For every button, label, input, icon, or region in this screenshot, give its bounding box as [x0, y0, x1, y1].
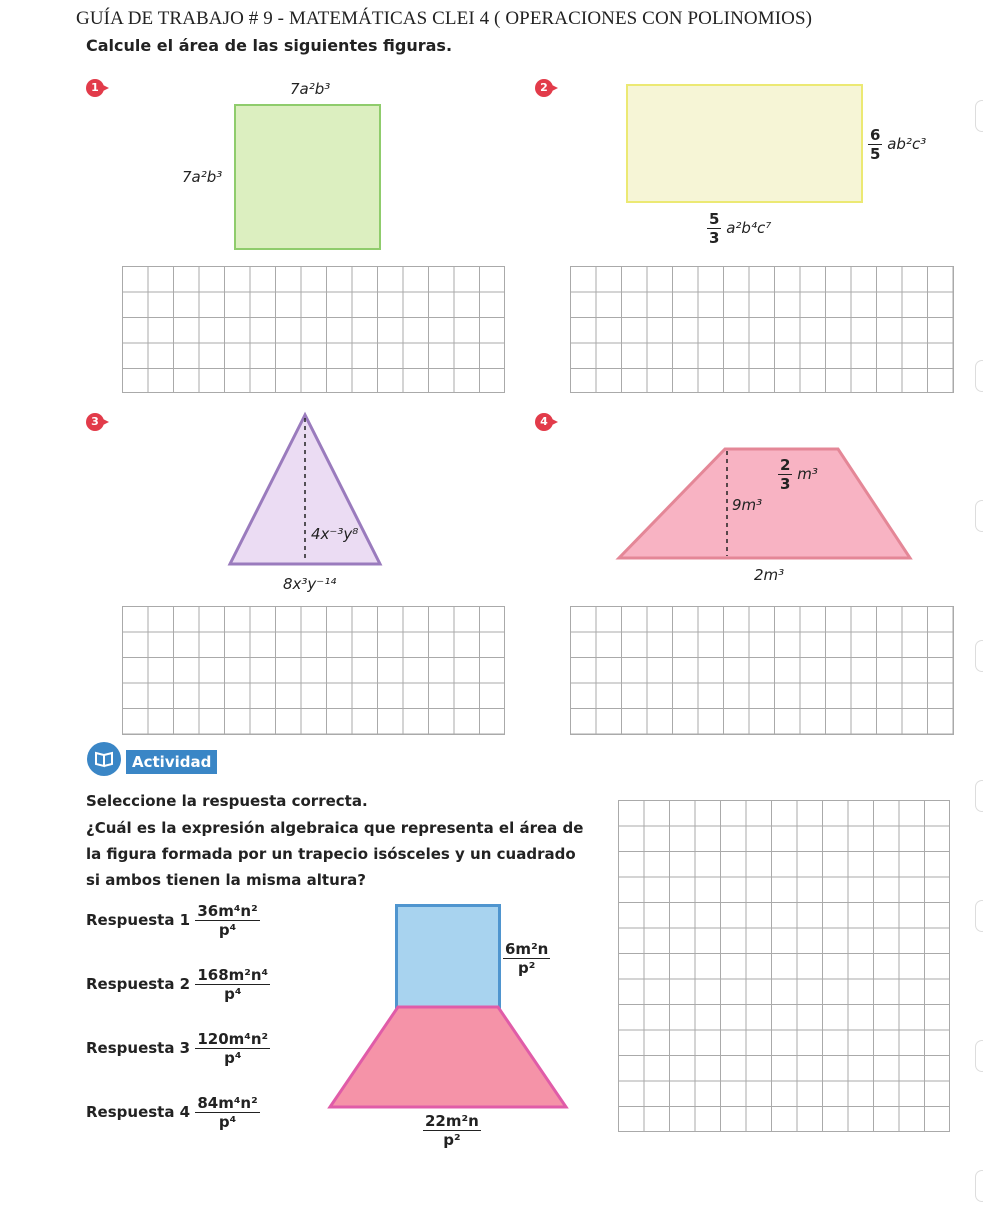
- figure-2-bottom-label: $\frac{5}{3}$ a²b⁴c⁷: [709, 210, 772, 247]
- figure-4-trapezoid: [615, 446, 915, 562]
- figure-4-base-label: 2m³: [754, 566, 785, 584]
- answer-option-3[interactable]: Respuesta 3 $\frac{\text{120m⁴n²}}{\text{p⁴}}$: [86, 1030, 269, 1067]
- page-edge-mark: [975, 100, 983, 132]
- composite-trapezoid: [326, 1004, 570, 1110]
- composite-base-label: $\frac{\text{22m²n}}{\text{p²}}$: [425, 1112, 479, 1149]
- page-edge-mark: [975, 1170, 983, 1202]
- figure-2-side-label: $\frac{6}{5}$ ab²c³: [870, 126, 927, 163]
- book-icon: [87, 742, 121, 776]
- figure-1-badge: 1: [86, 79, 104, 97]
- figure-2-rectangle: [626, 84, 863, 203]
- activity-question: ¿Cuál es la expresión algebraica que representa el área de la figura formada por un trapecio isósceles y un cuadrado si ambos tienen la misma altura?: [86, 819, 584, 889]
- page-edge-mark: [975, 640, 983, 672]
- figure-1-square: [234, 104, 381, 250]
- figure-4-height-label: 9m³: [732, 496, 763, 514]
- page-edge-mark: [975, 1040, 983, 1072]
- page-edge-mark: [975, 500, 983, 532]
- work-grid-5: [618, 800, 950, 1132]
- figure-3-triangle: [225, 410, 390, 570]
- figure-1-top-label: 7a²b³: [290, 80, 331, 98]
- instructions: Calcule el área de las siguientes figuras.: [86, 36, 453, 55]
- work-grid-3: [122, 606, 505, 735]
- figure-4-top-label: $\frac{2}{3}$ m³: [780, 456, 818, 493]
- figure-3-height-label: 4x⁻³y⁸: [311, 525, 359, 543]
- figure-2-badge: 2: [535, 79, 553, 97]
- composite-square: [395, 904, 501, 1010]
- work-grid-4: [570, 606, 954, 735]
- page-edge-mark: [975, 780, 983, 812]
- answer-option-4[interactable]: Respuesta 4 $\frac{\text{84m⁴n²}}{\text{p⁴}}$: [86, 1094, 258, 1131]
- activity-instruction: Seleccione la respuesta correcta.: [86, 792, 368, 810]
- page-edge-mark: [975, 900, 983, 932]
- activity-label: Actividad: [126, 750, 217, 774]
- figure-4-badge: 4: [535, 413, 553, 431]
- figure-1-side-label: 7a²b³: [182, 168, 223, 186]
- page-edge-mark: [975, 360, 983, 392]
- work-grid-2: [570, 266, 954, 393]
- composite-square-label: $\frac{\text{6m²n}}{\text{p²}}$: [505, 940, 549, 977]
- figure-3-base-label: 8x³y⁻¹⁴: [283, 575, 337, 593]
- page-title: GUÍA DE TRABAJO # 9 - MATEMÁTICAS CLEI 4 ( OPERACIONES CON POLINOMIOS): [76, 8, 813, 29]
- answer-option-2[interactable]: Respuesta 2 $\frac{\text{168m²n⁴}}{\text{p⁴}}$: [86, 966, 269, 1003]
- answer-option-1[interactable]: Respuesta 1 $\frac{\text{36m⁴n²}}{\text{p⁴}}$: [86, 902, 258, 939]
- work-grid-1: [122, 266, 505, 393]
- figure-3-badge: 3: [86, 413, 104, 431]
